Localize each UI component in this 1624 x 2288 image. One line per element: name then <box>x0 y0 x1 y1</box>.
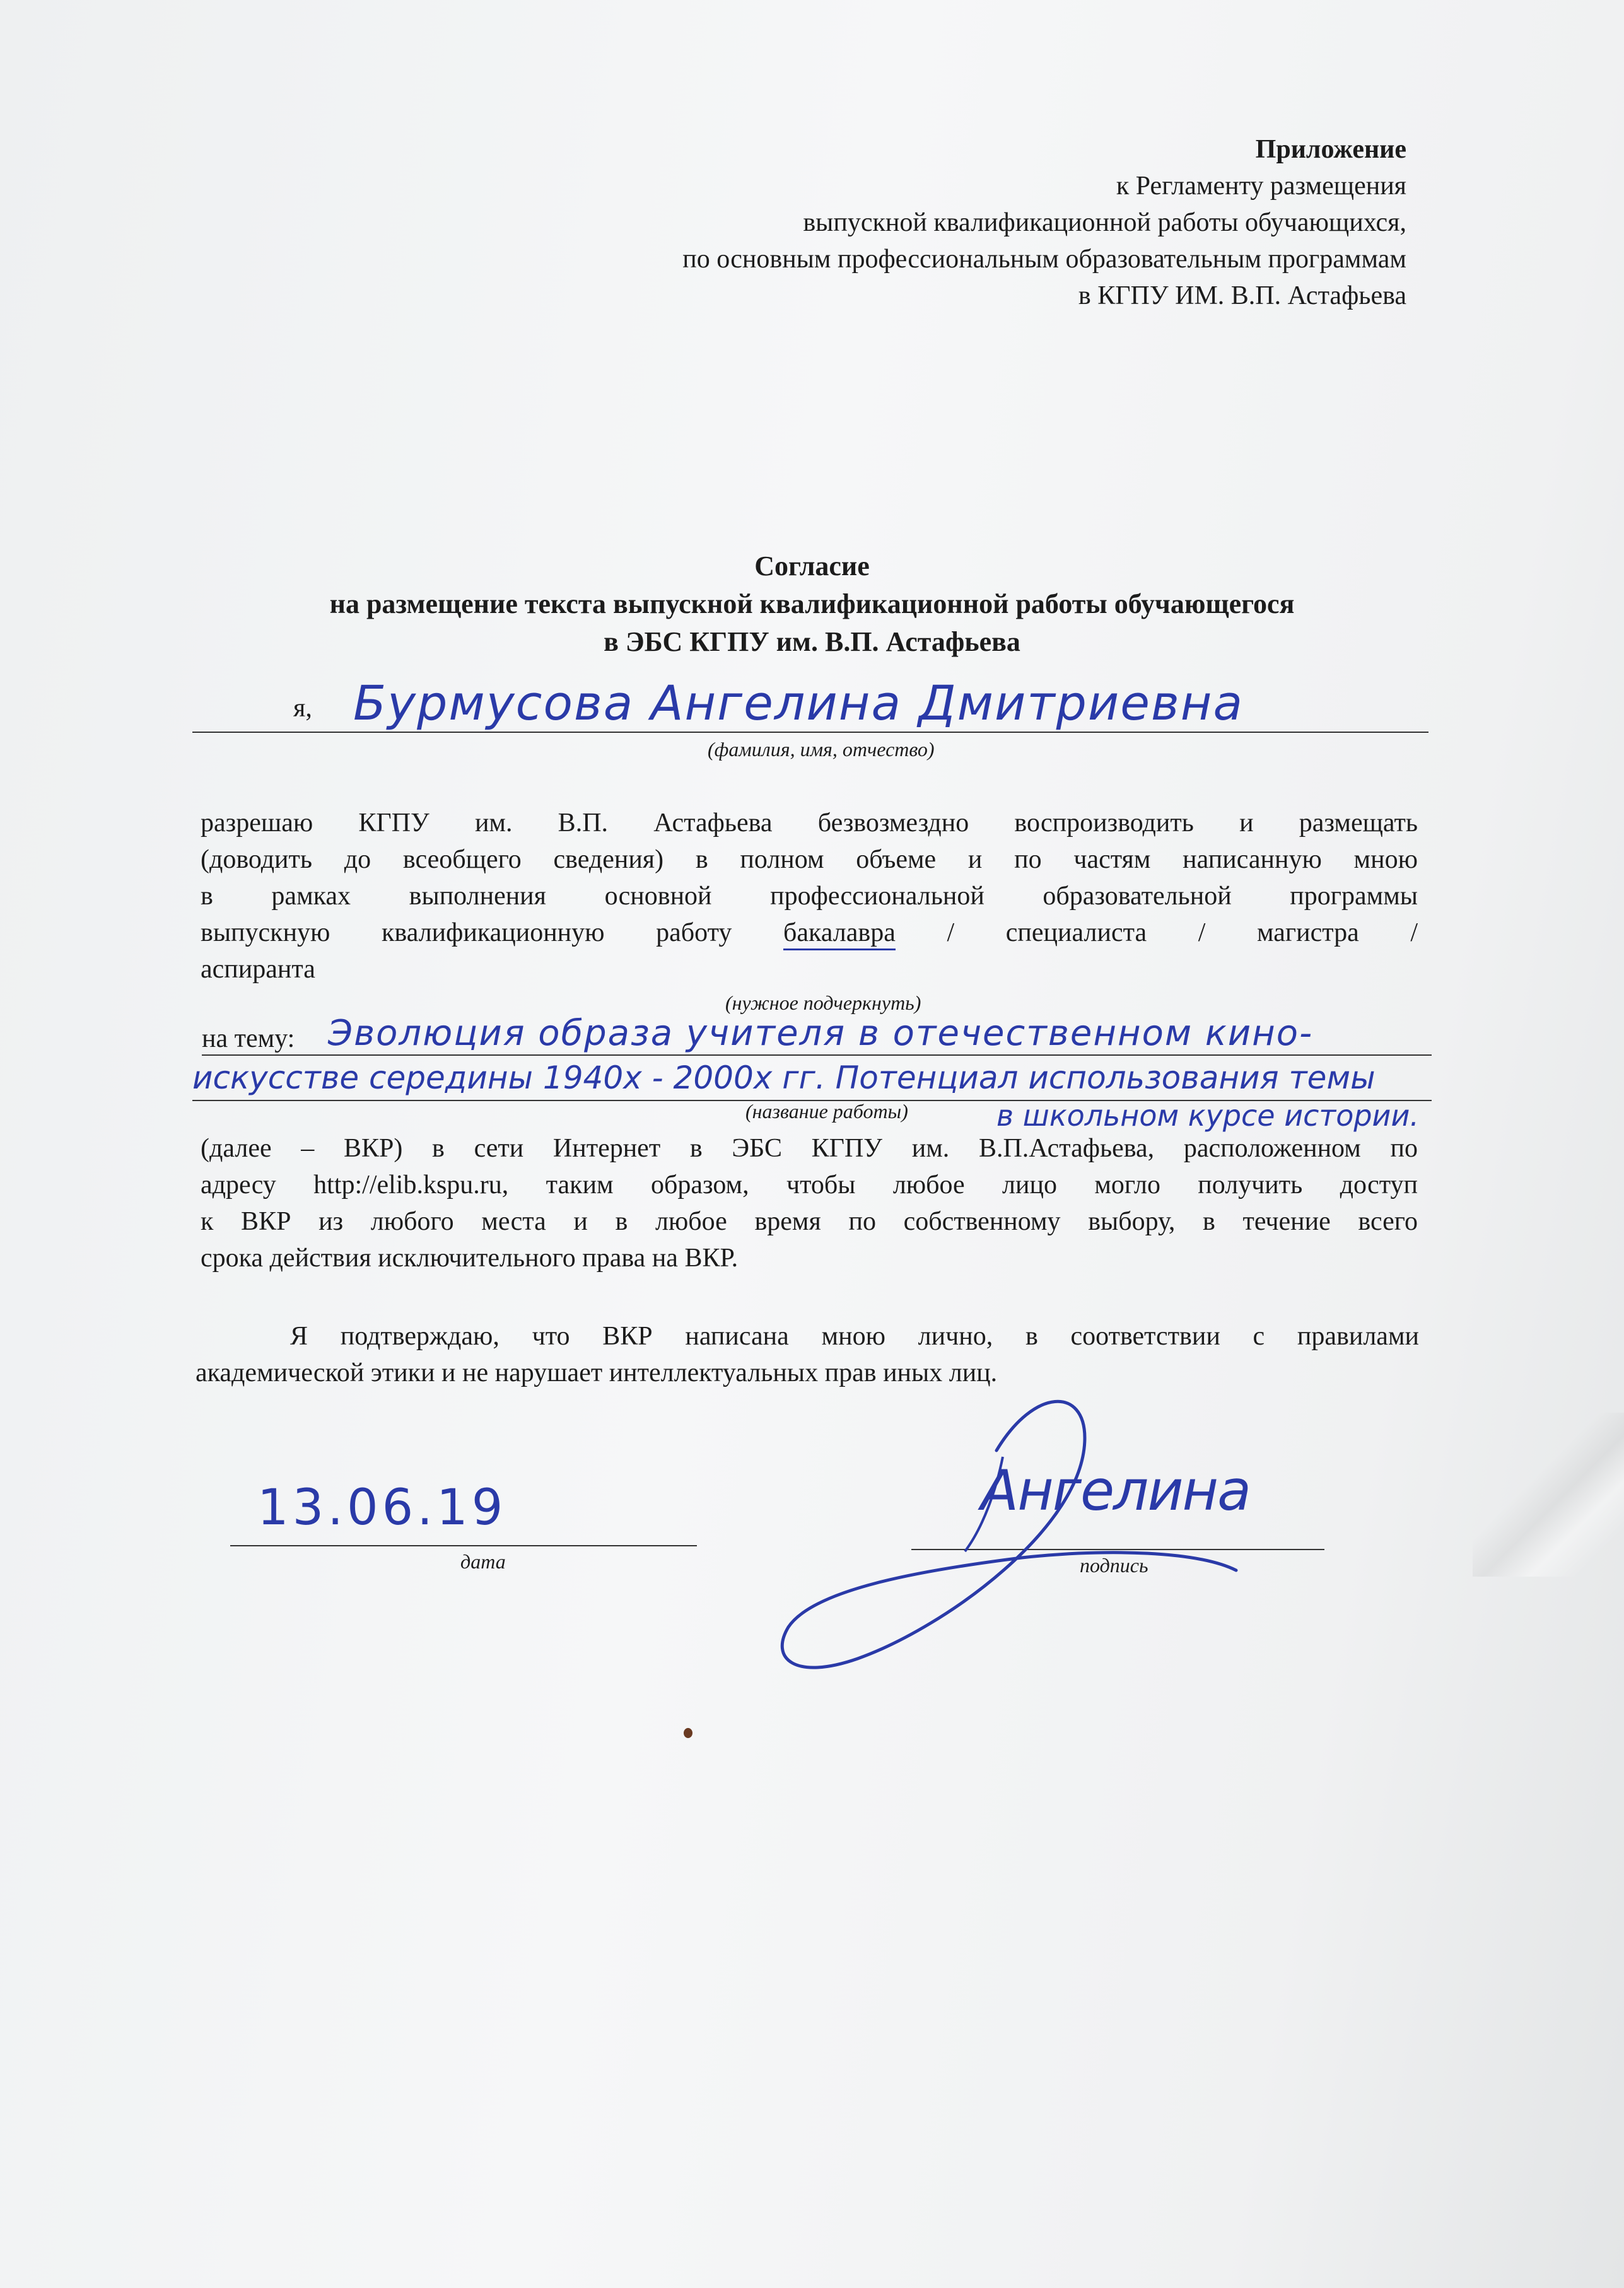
degree-separator: / <box>1410 918 1418 947</box>
topic-line-1 <box>202 1054 1432 1056</box>
name-line <box>192 732 1428 733</box>
ink-spot <box>684 1728 692 1738</box>
paragraph-line: адресу http://elib.kspu.ru, таким образом, чтобы любое лицо могло получить доступ <box>201 1170 1418 1199</box>
appendix-line: к Регламенту размещения <box>1116 172 1406 201</box>
document-title <box>0 547 1624 661</box>
date-handwritten[interactable]: 13.06.19 <box>257 1480 507 1536</box>
degree-line-prefix: выпускную квалификационную работу <box>201 918 732 947</box>
signature-handwritten[interactable]: Ангелина <box>981 1458 1251 1523</box>
date-caption: дата <box>460 1550 506 1573</box>
topic-handwritten-line-3[interactable]: в школьном курсе истории. <box>996 1099 1419 1133</box>
appendix-heading: Приложение <box>1255 135 1406 164</box>
date-line <box>230 1545 697 1546</box>
title-line: в ЭБС КГПУ им. В.П. Астафьева <box>604 626 1020 657</box>
degree-option-specialist[interactable]: специалиста <box>1005 918 1147 947</box>
appendix-header <box>682 131 1406 314</box>
paragraph-line: академической этики и не нарушает интеллектуальных прав иных лиц. <box>196 1358 998 1387</box>
name-prefix: я, <box>293 694 312 723</box>
signature-flourish-icon <box>757 1362 1324 1703</box>
topic-handwritten-line-1[interactable]: Эволюция образа учителя в отечественном кино- <box>328 1013 1314 1054</box>
consent-paragraph-2 <box>201 1130 1418 1276</box>
degree-separator: / <box>1198 918 1206 947</box>
paragraph-line: (доводить до всеобщего сведения) в полном объеме и по частям написанную мною <box>201 845 1418 874</box>
name-caption: (фамилия, имя, отчество) <box>708 738 935 761</box>
paragraph-line: в рамках выполнения основной профессиональной образовательной программы <box>201 882 1418 911</box>
degree-line <box>201 914 1418 951</box>
degree-option-postgraduate[interactable]: аспиранта <box>201 955 315 984</box>
title-line: Согласие <box>754 551 870 581</box>
degree-option-master[interactable]: магистра <box>1256 918 1359 947</box>
appendix-line: в КГПУ ИМ. В.П. Астафьева <box>1078 281 1406 310</box>
consent-paragraph-1 <box>201 805 1418 988</box>
topic-handwritten-line-2[interactable]: искусстве середины 1940х - 2000х гг. Потенциал использования темы <box>192 1059 1376 1096</box>
paragraph-line: срока действия исключительного права на ВКР. <box>201 1244 739 1273</box>
appendix-line: по основным профессиональным образовательным программам <box>682 245 1406 274</box>
name-handwritten[interactable]: Бурмусова Ангелина Дмитриевна <box>353 675 1244 731</box>
title-line: на размещение текста выпускной квалификационной работы обучающегося <box>329 588 1295 619</box>
degree-option-bachelor[interactable]: бакалавра <box>783 918 896 950</box>
paragraph-line: (далее – ВКР) в сети Интернет в ЭБС КГПУ им. В.П.Астафьева, расположенном по <box>201 1134 1418 1163</box>
degree-separator: / <box>947 918 955 947</box>
paper-crease <box>1473 1413 1624 1577</box>
topic-prefix: на тему: <box>202 1024 295 1053</box>
topic-caption: (название работы) <box>745 1100 908 1123</box>
paragraph-line: разрешаю КГПУ им. В.П. Астафьева безвозмездно воспроизводить и размещать <box>201 808 1418 838</box>
paragraph-line: Я подтверждаю, что ВКР написана мною лично, в соответствии с правилами <box>290 1322 1419 1351</box>
appendix-line: выпускной квалификационной работы обучающихся, <box>803 208 1406 237</box>
selection-caption: (нужное подчеркнуть) <box>725 991 921 1014</box>
signature-caption: подпись <box>1080 1554 1148 1577</box>
paragraph-line: к ВКР из любого места и в любое время по собственному выбору, в течение всего <box>201 1207 1418 1236</box>
